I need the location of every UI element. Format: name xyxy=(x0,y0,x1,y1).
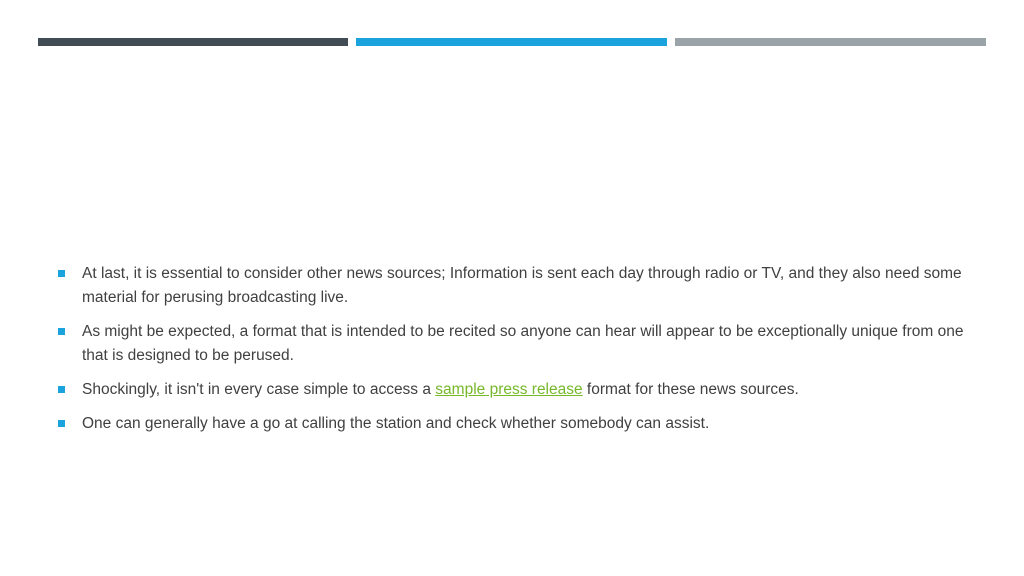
bullet-list xyxy=(58,262,978,436)
accent-bar-dark xyxy=(38,38,348,46)
square-bullet-icon xyxy=(58,420,65,427)
list-item xyxy=(58,262,978,310)
sample-press-release-link[interactable]: sample press release xyxy=(435,381,583,398)
bullet-text-after-link: format for these news sources. xyxy=(582,381,799,398)
bullet-text: One can generally have a go at calling the station and check whether somebody can assist. xyxy=(82,415,710,432)
square-bullet-icon xyxy=(58,270,65,277)
accent-bar-gray xyxy=(675,38,986,46)
square-bullet-icon xyxy=(58,328,65,335)
header-accent-bars xyxy=(38,38,986,46)
bullet-text: At last, it is essential to consider other news sources; Information is sent each day through radio or TV, and they also need some material for perusing broadcasting live. xyxy=(82,265,962,306)
square-bullet-icon xyxy=(58,386,65,393)
bullet-text: As might be expected, a format that is intended to be recited so anyone can hear will appear to be exceptionally unique from one that is designed to be perused. xyxy=(82,323,964,364)
list-item xyxy=(58,412,978,436)
bullet-text-before-link: Shockingly, it isn't in every case simple to access a xyxy=(82,381,436,398)
slide-body xyxy=(58,262,978,446)
list-item xyxy=(58,320,978,368)
accent-bar-blue xyxy=(356,38,667,46)
list-item xyxy=(58,378,978,402)
